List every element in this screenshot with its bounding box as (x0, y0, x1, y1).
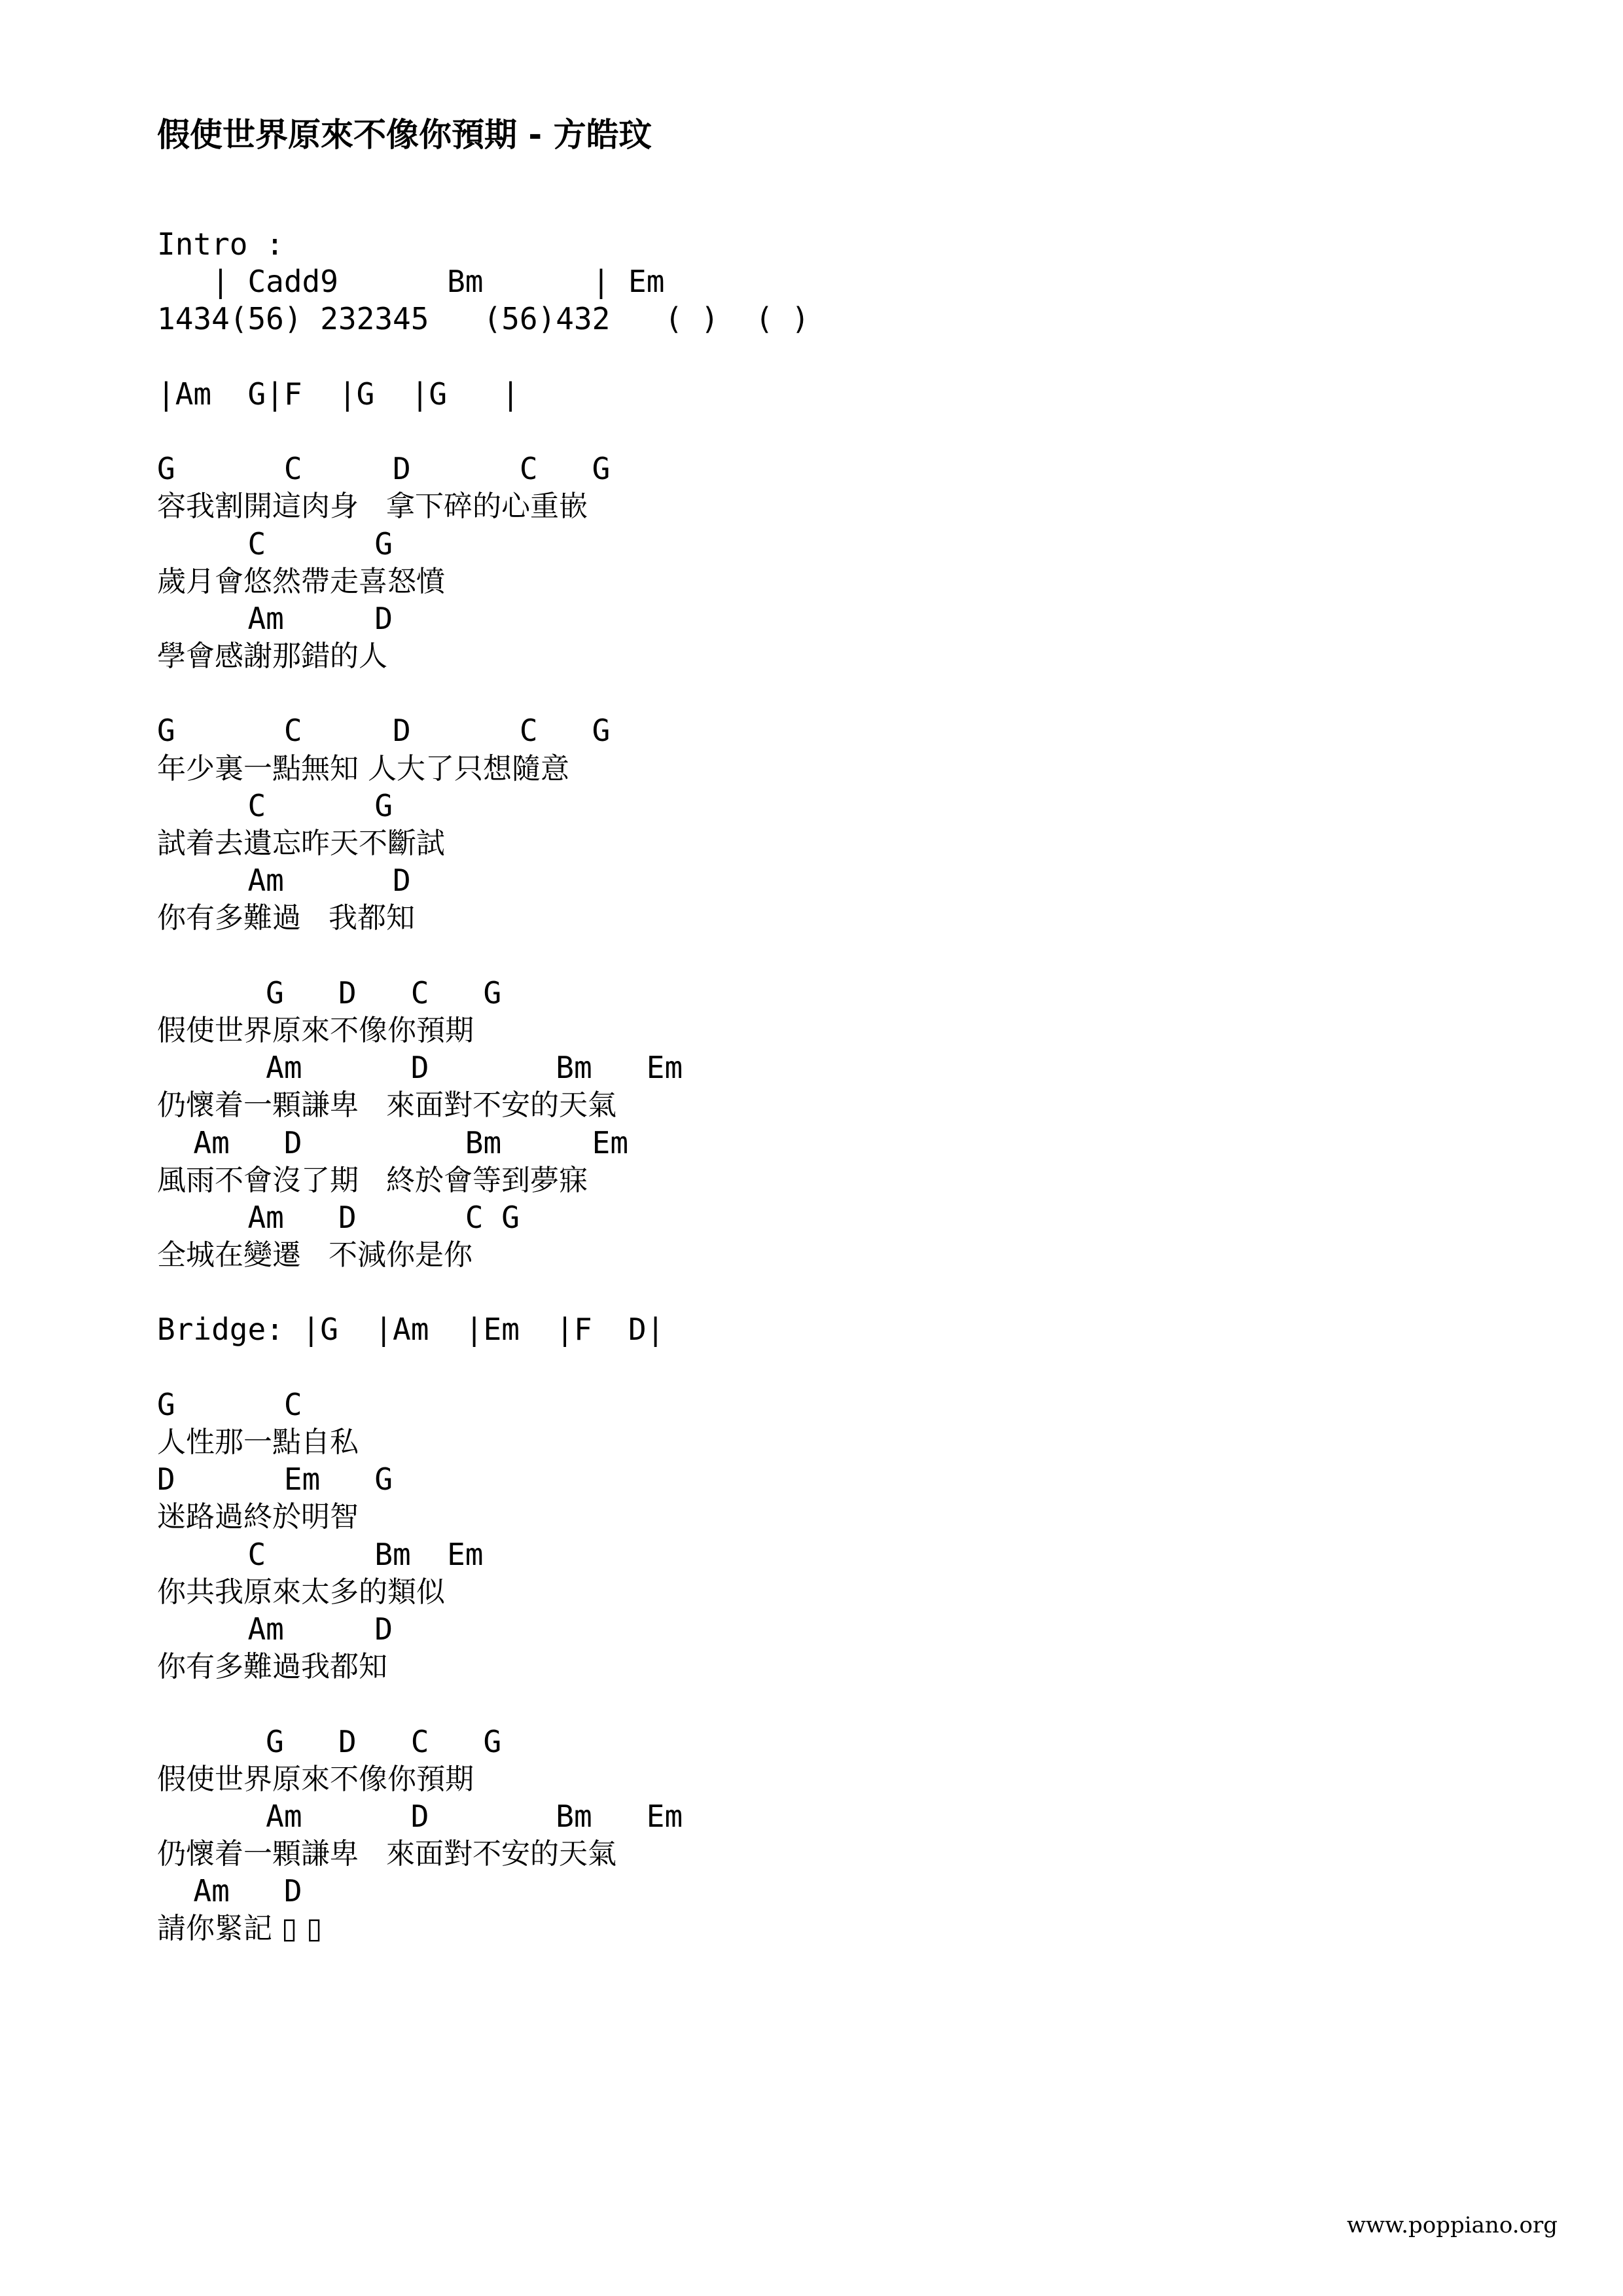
chord-line: Am D (157, 600, 393, 636)
chord-line: | Cadd9 Bm | Em (157, 264, 665, 300)
lyric-line: 你有多難過我都知 (157, 1650, 387, 1684)
footer-url: www.poppiano.org (1346, 2212, 1558, 2238)
lyric-line: 假使世界原來不像你預期 (157, 1013, 474, 1047)
lyric-line: 學會感謝那錯的人 (157, 639, 387, 673)
chord-line: G C (157, 1386, 302, 1422)
chord-line: C G (157, 526, 393, 562)
chord-line: C Bm Em (157, 1536, 484, 1572)
chord-line: G C D C G (157, 451, 611, 487)
lyric-line: 試着去遺忘昨天不斷試 (157, 827, 445, 860)
blank-line (157, 1274, 1531, 1311)
lyric-line: 假使世界原來不像你預期 (157, 1762, 474, 1796)
page-title: 假使世界原來不像你預期 - 方皓玟 (157, 116, 652, 154)
lyric-line: 歲月會悠然帶走喜怒憤 (157, 564, 445, 598)
chord-line: Am D (157, 1611, 393, 1647)
lyric-line: 仍懷着一顆謙卑 來面對不安的天氣 (157, 1837, 616, 1871)
chord-line: 1434(56) 232345 (56)432 ( ) ( ) (157, 301, 810, 337)
blank-line (157, 1685, 1531, 1723)
lyric-line: 請你緊記 ▯ ▯ (157, 1912, 323, 1946)
blank-line (157, 937, 1531, 975)
chord-line: Am D Bm Em (157, 1124, 629, 1160)
chord-line: Am D (157, 1873, 302, 1909)
blank-line (157, 675, 1531, 712)
lyric-line: 仍懷着一顆謙卑 來面對不安的天氣 (157, 1088, 616, 1122)
chord-line: Am D Bm Em (157, 1798, 683, 1834)
chord-line: Am D Bm Em (157, 1050, 683, 1086)
chord-line: Bridge: |G |Am |Em |F D| (157, 1312, 665, 1348)
chord-line: C G (157, 787, 393, 823)
chord-sheet (157, 226, 1531, 1948)
blank-line (157, 1349, 1531, 1386)
lyric-line: 人性那一點自私 (157, 1426, 359, 1459)
lyric-line: 迷路過終於明智 (157, 1500, 359, 1534)
chord-line: Am D C G (157, 1199, 520, 1235)
lyric-line: 容我割開這肉身 拿下碎的心重嵌 (157, 490, 588, 524)
chord-line: G D C G (157, 1723, 502, 1759)
chord-line: |Am G|F |G |G | (157, 376, 520, 412)
blank-line (157, 338, 1531, 376)
chord-line: Intro : (157, 226, 284, 262)
lyric-line: 年少裏一點無知 人大了只想隨意 (157, 751, 569, 785)
chord-line: D Em G (157, 1462, 393, 1498)
lyric-line: 全城在變遷 不減你是你 (157, 1238, 473, 1272)
lyric-line: 你共我原來太多的類似 (157, 1575, 445, 1609)
blank-line (157, 413, 1531, 450)
chord-line: G C D C G (157, 713, 611, 749)
chord-line: G D C G (157, 975, 502, 1011)
chord-line: Am D (157, 863, 411, 899)
lyric-line: 你有多難過 我都知 (157, 901, 415, 935)
lyric-line: 風雨不會沒了期 終於會等到夢寐 (157, 1163, 588, 1197)
